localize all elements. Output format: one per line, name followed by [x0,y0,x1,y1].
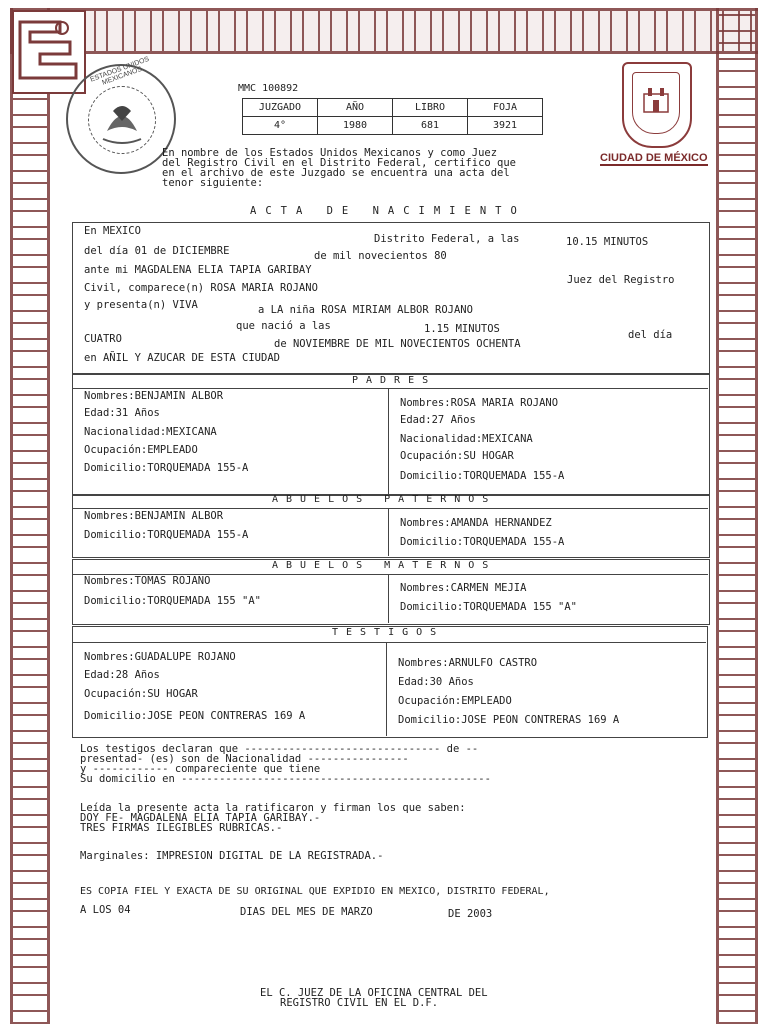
paternal-grandmother-address: Domicilio:TORQUEMADA 155-A [400,536,565,548]
header-cell: FOJA [468,99,543,117]
signature-line: EL C. JUEZ DE LA OFICINA CENTRAL DEL [260,987,488,999]
father-name: Nombres:BENJAMIN ALBOR [84,390,224,402]
day-text: del día 01 de DICIEMBRE [84,245,230,257]
ratification-line: Leída la presente acta la ratificaron y firman los que saben: [80,802,466,814]
paternal-grandfather-address: Domicilio:TORQUEMADA 155-A [84,529,249,541]
eagle-emblem-icon [88,86,156,154]
testigos-title: TESTIGOS [332,627,445,638]
value-cell: 681 [393,117,468,135]
born-time-text: 1.15 MINUTOS [424,323,500,335]
document-title: ACTA DE NACIMIENTO [250,205,526,217]
ratification-line: TRES FIRMAS ILEGIBLES RUBRICAS.- [80,822,283,834]
judge-text: ante mi MAGDALENA ELIA TAPIA GARIBAY [84,264,312,276]
del-dia-text: del día [628,329,673,341]
mmc-number: MMC 100892 [238,83,299,94]
a-los-text: A LOS 04 [80,904,131,916]
paternal-grandmother-name: Nombres:AMANDA HERNANDEZ [400,517,552,529]
mother-age: Edad:27 Años [400,414,476,426]
civil-text: Civil, comparece(n) ROSA MARIA ROJANO [84,282,318,294]
witness1-name: Nombres:GUADALUPE ROJANO [84,651,236,663]
mother-address: Domicilio:TORQUEMADA 155-A [400,470,565,482]
father-address: Domicilio:TORQUEMADA 155-A [84,462,249,474]
declaration-line: Su domicilio en ------------------------------------------------- [80,773,491,785]
header-cell: JUZGADO [243,99,318,117]
cdmx-shield-logo [622,62,692,148]
intro-line: tenor siguiente: [162,177,264,189]
witness1-occupation: Ocupación:SU HOGAR [84,688,198,700]
declaration-line: presentad- (es) son de Nacionalidad ---------------- [80,753,409,765]
maternal-grandmother-address: Domicilio:TORQUEMADA 155 "A" [400,601,578,613]
time-text: 10.15 MINUTOS [566,236,649,248]
maternal-grandfather-name: Nombres:TOMAS ROJANO [84,575,211,587]
abuelos-paternos-title: ABUELOS PATERNOS [272,494,497,505]
aztec-corner-ornament [12,10,86,94]
mother-nationality: Nacionalidad:MEXICANA [400,433,533,445]
witness1-age: Edad:28 Años [84,669,160,681]
decorative-border-top [10,8,758,54]
born-text: que nació a las [236,320,331,332]
child-text: a LA niña ROSA MIRIAM ALBOR ROJANO [258,304,473,316]
ratification-line: DOY FE- MAGDALENA ELIA TAPIA GARIBAY.- [80,812,321,824]
juzgado-table [242,98,543,135]
decorative-border-right [716,8,758,1024]
father-age: Edad:31 Años [84,407,160,419]
value-cell: 4° [243,117,318,135]
place-line-text: en AÑIL Y AZUCAR DE ESTA CIUDAD [84,352,280,364]
intro-line: en el archivo de este Juzgado se encuentra una acta del [162,167,510,179]
national-seal [66,55,176,174]
value-cell: 1980 [318,117,393,135]
mother-name: Nombres:ROSA MARIA ROJANO [400,397,559,409]
presents-text: y presenta(n) VIVA [84,299,198,311]
decorative-border-left [10,8,50,1024]
juzgado-table-values [243,117,543,135]
seal-text: ESTADOS UNIDOS MEXICANOS [89,55,151,87]
intro-line: En nombre de los Estados Unidos Mexicanos y como Juez [162,147,498,159]
header-cell: LIBRO [393,99,468,117]
witness2-age: Edad:30 Años [398,676,474,688]
maternal-grandfather-address: Domicilio:TORQUEMADA 155 "A" [84,595,262,607]
header-cell: AÑO [318,99,393,117]
witness2-name: Nombres:ARNULFO CASTRO [398,657,538,669]
judge-role-text: Juez del Registro [567,274,675,286]
value-cell: 3921 [468,117,543,135]
dias-mes-text: DIAS DEL MES DE MARZO [240,906,373,918]
maternal-grandmother-name: Nombres:CARMEN MEJIA [400,582,527,594]
signature-line: REGISTRO CIVIL EN EL D.F. [280,997,439,1009]
witness1-address: Domicilio:JOSE PEON CONTRERAS 169 A [84,710,306,722]
year-issued-text: DE 2003 [448,908,493,920]
date-text: de NOVIEMBRE DE MIL NOVECIENTOS OCHENTA [274,338,521,350]
cuatro-text: CUATRO [84,333,122,345]
padres-title: PADRES [352,375,437,386]
certified-copy-text: ES COPIA FIEL Y EXACTA DE SU ORIGINAL QUE EXPIDIO EN MEXICO, DISTRITO FEDERAL, [80,886,550,897]
intro-line: del Registro Civil en el Distrito Federal, certifico que [162,157,517,169]
paternal-grandfather-name: Nombres:BENJAMIN ALBOR [84,510,224,522]
father-occupation: Ocupación:EMPLEADO [84,444,198,456]
year-text: de mil novecientos 80 [314,250,447,262]
witness2-address: Domicilio:JOSE PEON CONTRERAS 169 A [398,714,620,726]
declaration-line: Los testigos declaran que ------------------------------- de -- [80,743,479,755]
cdmx-label: CIUDAD DE MÉXICO [600,152,708,164]
mother-occupation: Ocupación:SU HOGAR [400,450,514,462]
declaration-line: y ------------ compareciente que tiene [80,763,321,775]
father-nationality: Nacionalidad:MEXICANA [84,426,217,438]
abuelos-maternos-title: ABUELOS MATERNOS [272,560,497,571]
place-text: En MEXICO [84,225,141,237]
witness2-occupation: Ocupación:EMPLEADO [398,695,512,707]
juzgado-table-header [243,99,543,117]
marginales-text: Marginales: IMPRESION DIGITAL DE LA REGISTRADA.- [80,850,384,862]
district-text: Distrito Federal, a las [374,233,520,245]
